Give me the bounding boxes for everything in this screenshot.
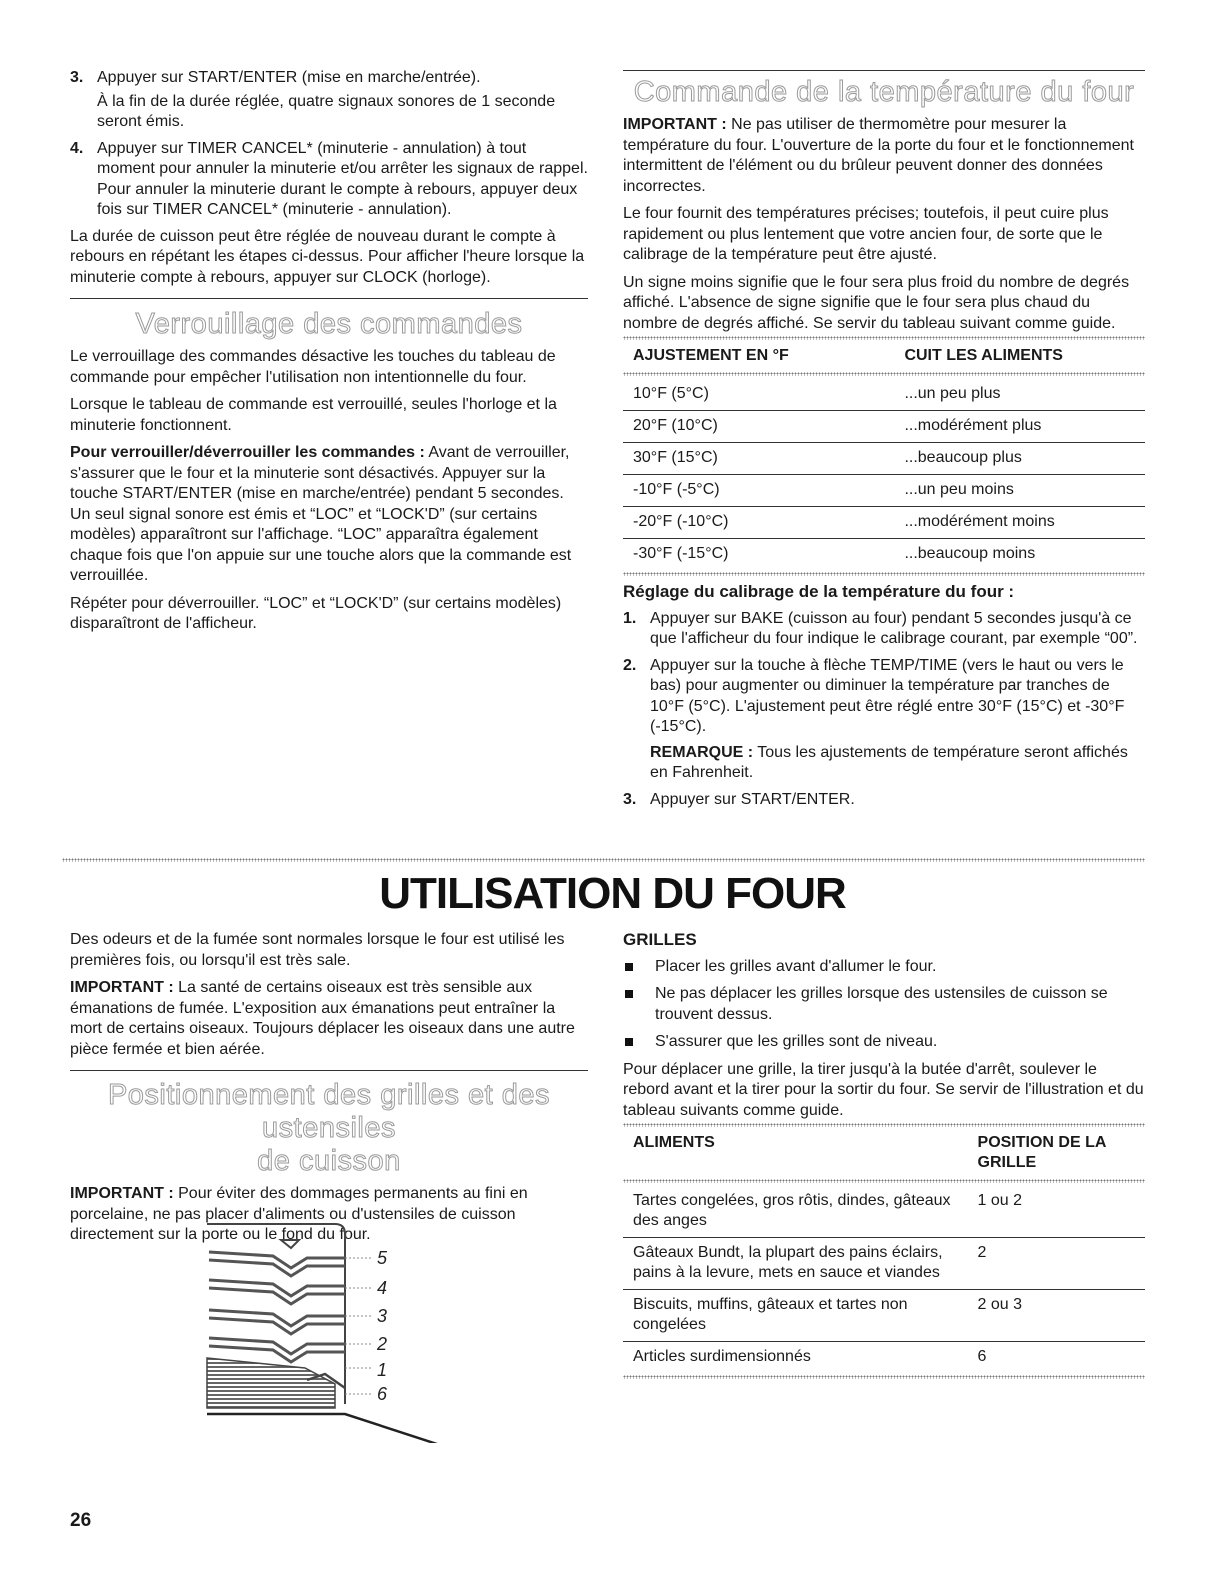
table-cell: Gâteaux Bundt, la plupart des pains éclairs, pains à la levure, mets en sauce et viandes xyxy=(623,1238,968,1290)
table-cell: ...modérément moins xyxy=(894,507,1145,539)
racks-paragraph: Pour déplacer une grille, la tirer jusqu'à la butée d'arrêt, soulever le rebord avant et la tirer pour la sortir du four. Se servir de l'illustration et du tableau suivants comme guide. xyxy=(623,1060,1144,1119)
page-title: UTILISATION DU FOUR xyxy=(379,869,846,918)
table-top-dotted-rule xyxy=(623,336,1145,340)
table-cell: Tartes congelées, gros rôtis, dindes, gâteaux des anges xyxy=(623,1186,968,1238)
step-number: 4. xyxy=(70,139,84,157)
table-header-row xyxy=(623,1130,1145,1177)
step-text: Appuyer sur la touche à flèche TEMP/TIME (vers le haut ou vers le bas) pour augmenter ou diminuer la température par tranches de 10°F (5°C). L'ajustement peut être réglé entre 30°F (15°C) et -30°F (-15°C). xyxy=(650,656,1125,735)
rack-label: 6 xyxy=(377,1384,388,1404)
table-cell: -10°F (-5°C) xyxy=(623,475,894,507)
table-cell: 30°F (15°C) xyxy=(623,443,894,475)
table-row xyxy=(623,1186,1145,1238)
page-number: 26 xyxy=(70,1510,92,1531)
lock-instruction-heading: Pour verrouiller/déverrouiller les commandes : xyxy=(70,444,425,461)
rack-4-lower xyxy=(209,1288,345,1304)
table-dotted-rule xyxy=(623,1179,1145,1183)
racks-heading: GRILLES xyxy=(623,930,697,949)
list-item xyxy=(623,957,1145,978)
table-header-cell: AJUSTEMENT EN °F xyxy=(633,347,789,364)
step-text: Appuyer sur TIMER CANCEL* (minuterie - annulation) à tout moment pour annuler la minuterie et/ou arrêter les signaux de rappel. Pour annuler la minuterie durant le compte à rebours, appuyer deux fois sur TIMER CANCEL* (minuterie - annulation). xyxy=(97,139,588,218)
rack-label: 4 xyxy=(377,1278,388,1298)
timer-paragraph: La durée de cuisson peut être réglée de nouveau durant le compte à rebours en répétant les étapes ci-dessus. Pour afficher l'heure lorsque la minuterie compte à rebours, appuyer sur CLOCK (horloge). xyxy=(70,227,585,286)
important-label: IMPORTANT : xyxy=(70,979,174,996)
step-text: Appuyer sur BAKE (cuisson au four) pendant 5 secondes jusqu'à ce que l'afficheur du four indique le calibrage courant, par exemple “00”. xyxy=(650,609,1138,647)
table-bottom-dotted-rule xyxy=(623,1375,1145,1379)
rack-position-illustration xyxy=(195,1218,455,1448)
rack-label: 2 xyxy=(377,1334,388,1354)
table-header-row xyxy=(623,343,1145,370)
lock-paragraph-1: Le verrouillage des commandes désactive les touches du tableau de commande pour empêcher l'utilisation non intentionnelle du four. xyxy=(70,348,556,386)
table-cell: -30°F (-15°C) xyxy=(633,545,729,562)
calibration-heading: Réglage du calibrage de la température du four : xyxy=(623,582,1015,601)
rack-label: 1 xyxy=(377,1360,388,1380)
step-text: Appuyer sur START/ENTER (mise en marche/entrée). xyxy=(97,69,481,86)
lock-paragraph-2: Lorsque le tableau de commande est verrouillé, seules l'horloge et la minuterie fonctionnent. xyxy=(70,396,557,434)
table-cell: ...modérément plus xyxy=(894,411,1145,443)
table-top-dotted-rule xyxy=(623,1123,1145,1127)
bullet-text: Placer les grilles avant d'allumer le four. xyxy=(655,957,937,975)
step-number: 3. xyxy=(70,69,84,86)
table-row xyxy=(623,411,1145,443)
table-bottom-dotted-rule xyxy=(623,572,1145,576)
temp-paragraph-3: Un signe moins signifie que le four sera plus froid du nombre de degrés affiché. L'absence de signe signifie que le four sera plus chaud du nombre de degrés affiché. Se servir du tableau suivant comme guide. xyxy=(623,273,1130,332)
table-row xyxy=(623,1290,1145,1342)
step-number: 3. xyxy=(623,790,637,808)
table-cell: Articles surdimensionnés xyxy=(633,1348,811,1365)
timer-and-lock-column xyxy=(70,68,588,642)
table-row xyxy=(623,1238,1145,1290)
table-dotted-rule xyxy=(623,372,1145,376)
rack-3-lower xyxy=(209,1318,345,1334)
lock-instruction-text: Avant de verrouiller, s'assurer que le four et la minuterie sont désactivés. Appuyer sur la touche START/ENTER (mise en marche/entrée) pendant 5 secondes. Un seul signal sonore est émis et “LOC” et “LOCK'D” (sur certains modèles) apparaîtront sur l'affichage. “LOC” apparaîtra également chaque fois que l'on appuie sur une touche alors que la commande est verrouillée. xyxy=(70,444,572,584)
use-paragraph-1: Des odeurs et de la fumée sont normales lorsque le four est utilisé les premières fois, ou lorsqu'il est très sale. xyxy=(70,931,565,969)
bullet-icon xyxy=(625,990,633,998)
table-row xyxy=(623,507,1145,539)
section-divider xyxy=(70,298,588,299)
rack-label: 5 xyxy=(377,1248,388,1268)
temperature-section-title: Commande de la température du four xyxy=(633,76,1135,108)
rack-label: 3 xyxy=(377,1306,388,1326)
table-header-cell: POSITION DE LA GRILLE xyxy=(977,1134,1106,1171)
rack-important-text: Pour éviter des dommages permanents au fini en porcelaine, ne pas placer d'aliments ou d'ustensiles de cuisson directement sur la porte ou le fond du four. xyxy=(70,1185,528,1243)
racks-column xyxy=(623,930,1145,1382)
table-cell: ...beaucoup plus xyxy=(894,443,1145,475)
table-cell: 10°F (5°C) xyxy=(623,379,894,411)
table-cell: 2 ou 3 xyxy=(968,1290,1145,1342)
rack-section-title xyxy=(70,1079,588,1178)
rack-title-line-2: de cuisson xyxy=(257,1145,401,1177)
page-divider xyxy=(62,858,1145,862)
section-divider xyxy=(70,1070,588,1071)
bottom-element xyxy=(207,1358,345,1408)
oven-floor xyxy=(207,1414,443,1443)
oven-cavity-top xyxy=(207,1224,345,1248)
note-text: Tous les ajustements de température seront affichés en Fahrenheit. xyxy=(650,743,1128,781)
table-row xyxy=(623,1342,1145,1374)
oven-rack-diagram xyxy=(195,1218,455,1443)
list-item xyxy=(623,984,1145,1025)
rack-position-labels xyxy=(376,1248,388,1404)
temp-paragraph-1 xyxy=(623,115,1145,197)
table-cell: -20°F (-10°C) xyxy=(623,507,894,539)
oven-racks xyxy=(209,1252,345,1362)
use-important-text: La santé de certains oiseaux est très sensible aux émanations de fumée. L'exposition aux émanations peut entraîner la mort de certains oiseaux. Toujours déplacer les oiseaux dans une autre pièce fermée et bien aérée. xyxy=(70,979,575,1058)
broil-element-icon xyxy=(281,1240,299,1248)
bullet-text: Ne pas déplacer les grilles lorsque des ustensiles de cuisson se trouvent dessus. xyxy=(655,985,1108,1023)
table-row xyxy=(623,539,1145,571)
temperature-column xyxy=(623,68,1145,816)
list-item xyxy=(623,1032,1145,1053)
calibration-step-1 xyxy=(623,609,1145,650)
table-header-cell: CUIT LES ALIMENTS xyxy=(904,347,1063,364)
bullet-text: S'assurer que les grilles sont de niveau. xyxy=(655,1033,938,1050)
timer-step-3 xyxy=(70,68,588,133)
table-cell: Biscuits, muffins, gâteaux et tartes non congelées xyxy=(623,1290,968,1342)
table-cell: ...beaucoup moins xyxy=(904,545,1036,562)
important-label: IMPORTANT : xyxy=(70,1185,174,1202)
temperature-adjust-table xyxy=(623,343,1145,570)
table-cell: 20°F (10°C) xyxy=(623,411,894,443)
temp-important-text: Ne pas utiliser de thermomètre pour mesurer la température du four. L'ouverture de la porte du four et le fonctionnement intermittent de l'élément ou du brûleur peuvent donner des données incorrectes. xyxy=(623,116,1134,195)
table-cell: 2 xyxy=(968,1238,1145,1290)
table-header-cell: ALIMENTS xyxy=(633,1134,715,1151)
table-cell: 6 xyxy=(977,1348,987,1365)
table-cell: ...un peu plus xyxy=(894,379,1145,411)
timer-step-4 xyxy=(70,139,588,221)
rack-title-line-1: Positionnement des grilles et des ustensiles xyxy=(107,1079,551,1144)
table-cell: ...un peu moins xyxy=(894,475,1145,507)
temp-paragraph-2: Le four fournit des températures précises; toutefois, il peut cuire plus rapidement ou plus lentement que votre ancien four, de sorte que le calibrage de la température peut être ajusté. xyxy=(623,205,1109,263)
bullet-icon xyxy=(625,1038,633,1046)
table-row xyxy=(623,443,1145,475)
note-label: REMARQUE : xyxy=(650,743,754,761)
table-row xyxy=(623,379,1145,411)
important-label: IMPORTANT : xyxy=(623,116,727,133)
oven-use-column xyxy=(70,930,588,1253)
lock-paragraph-4: Répéter pour déverrouiller. “LOC” et “LOCK'D” (sur certains modèles) disparaîtront de l'afficheur. xyxy=(70,594,562,632)
table-cell: 1 ou 2 xyxy=(968,1186,1145,1238)
table-row xyxy=(623,475,1145,507)
bullet-icon xyxy=(625,963,633,971)
step-number: 1. xyxy=(623,609,637,627)
rack-5-lower xyxy=(209,1260,345,1276)
calibration-step-2 xyxy=(623,656,1145,784)
step-subtext: À la fin de la durée réglée, quatre signaux sonores de 1 seconde seront émis. xyxy=(97,92,556,130)
section-divider xyxy=(623,70,1145,71)
calibration-step-3 xyxy=(623,790,1145,811)
lock-paragraph-3 xyxy=(70,443,588,587)
step-text: Appuyer sur START/ENTER. xyxy=(650,790,855,808)
rack-position-table xyxy=(623,1130,1145,1373)
step-note xyxy=(650,743,1145,784)
lock-section-title: Verrouillage des commandes xyxy=(135,308,523,340)
step-number: 2. xyxy=(623,656,637,674)
use-paragraph-2 xyxy=(70,978,588,1060)
position-leaders xyxy=(345,1258,371,1394)
